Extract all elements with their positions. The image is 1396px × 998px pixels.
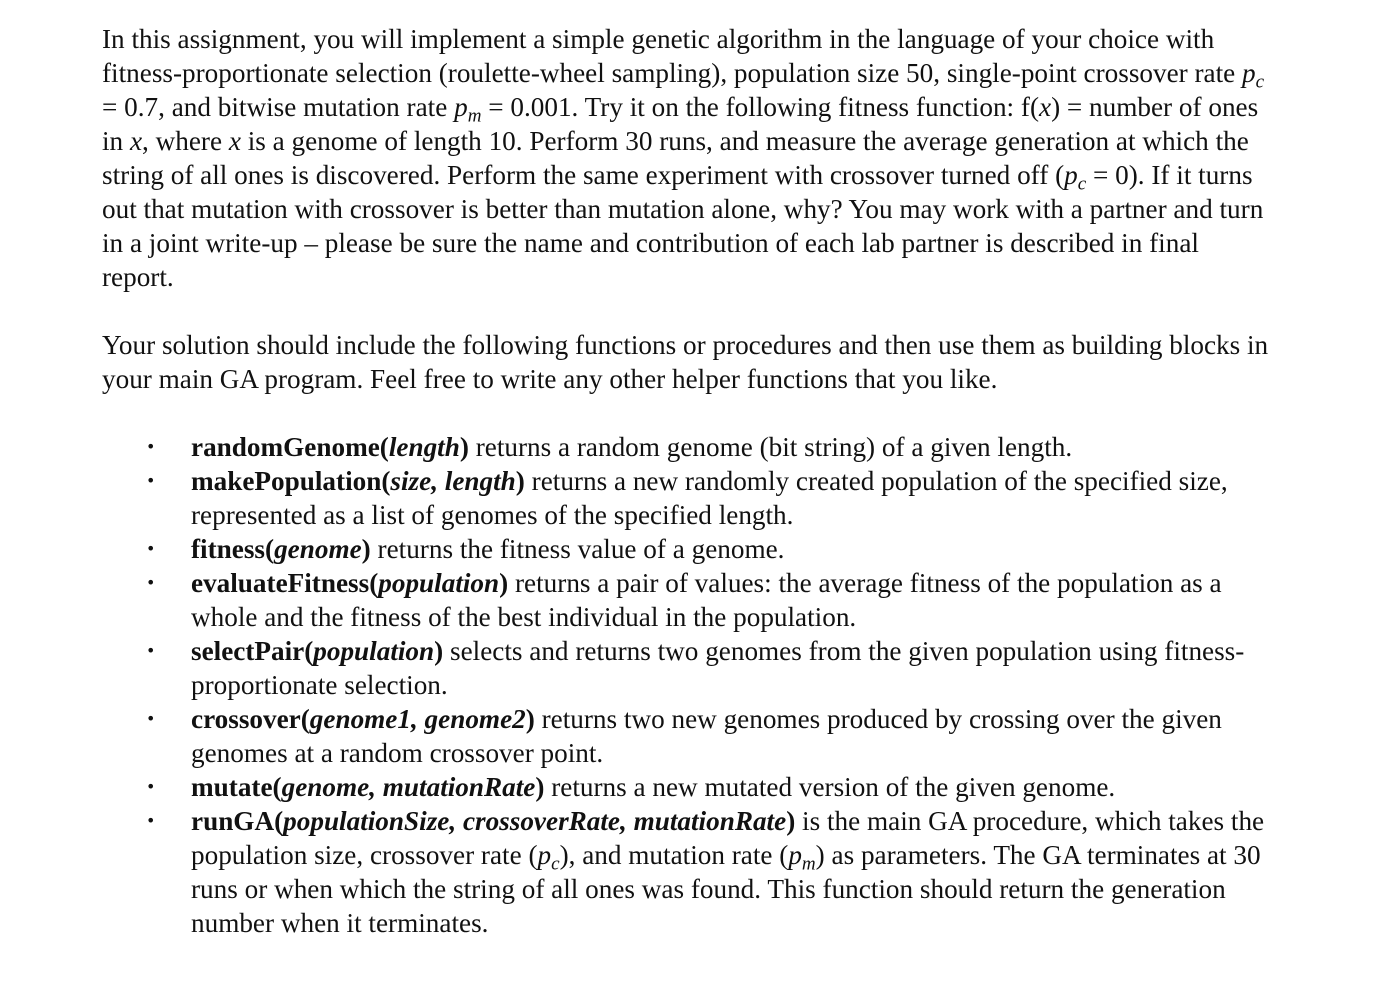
list-item: • runGA(populationSize, crossoverRate, mutationRate) is the main GA procedure, which takes the population size, crossover rate $(p_c)$, and mutation rate $(p_m)$ as parameters. The GA terminates at 30 runs or when which the string of all ones was found. This function should return the generation number when it terminates.	[146, 806, 1265, 938]
list-item: • mutate(genome, mutationRate) returns a new mutated version of the given genome.	[146, 772, 1116, 802]
bullet-icon: •	[146, 777, 156, 796]
function-list	[102, 430, 1272, 940]
list-item: • makePopulation(size, length) returns a new randomly created population of the specified size, represented as a list of genomes of the specified length.	[146, 466, 1228, 530]
bullet-icon: •	[146, 811, 156, 830]
assignment-document	[102, 22, 1272, 940]
list-item: • fitness(genome) returns the fitness value of a genome.	[146, 534, 785, 564]
bullet-icon: •	[146, 471, 156, 490]
list-item: • selectPair(population) selects and returns two genomes from the given population using fitness-proportionate selection.	[146, 636, 1245, 700]
list-item: • evaluateFitness(population) returns a pair of values: the average fitness of the population as a whole and the fitness of the best individual in the population.	[146, 568, 1222, 632]
list-item: • randomGenome(length) returns a random genome (bit string) of a given length.	[146, 432, 1073, 462]
pc-symbol: $p_c$	[1064, 160, 1087, 195]
requirements-paragraph: Your solution should include the following functions or procedures and then use them as building blocks in your main GA program. Feel free to write any other helper functions that you like.	[102, 330, 1269, 394]
bullet-icon: •	[146, 573, 156, 592]
bullet-icon: •	[146, 539, 156, 558]
intro-paragraph: In this assignment, you will implement a simple genetic algorithm in the language of your choice with fitness-proportionate selection (roulette-wheel sampling), population size 50, single-point crossover rate $p_c = 0.7$, and bitwise mutation rate $p_m = 0.001$. Try it on the following fitness function: f(x) = number of ones in x, where x is a genome of length 10. Perform 30 runs, and measure the average generation at which the string of all ones is discovered. Perform the same experiment with crossover turned off $(p_c = 0)$. If it turns out that mutation with crossover is better than mutation alone, why? You may work with a partner and turn in a joint write-up – please be sure the name and contribution of each lab partner is described in final report.	[102, 24, 1265, 292]
bullet-icon: •	[146, 437, 156, 456]
bullet-icon: •	[146, 641, 156, 660]
pm-symbol: $p_m$	[454, 92, 482, 127]
list-item: • crossover(genome1, genome2) returns two new genomes produced by crossing over the given genomes at a random crossover point.	[146, 704, 1222, 768]
pc-symbol: $p_c$	[1242, 58, 1265, 93]
bullet-icon: •	[146, 709, 156, 728]
